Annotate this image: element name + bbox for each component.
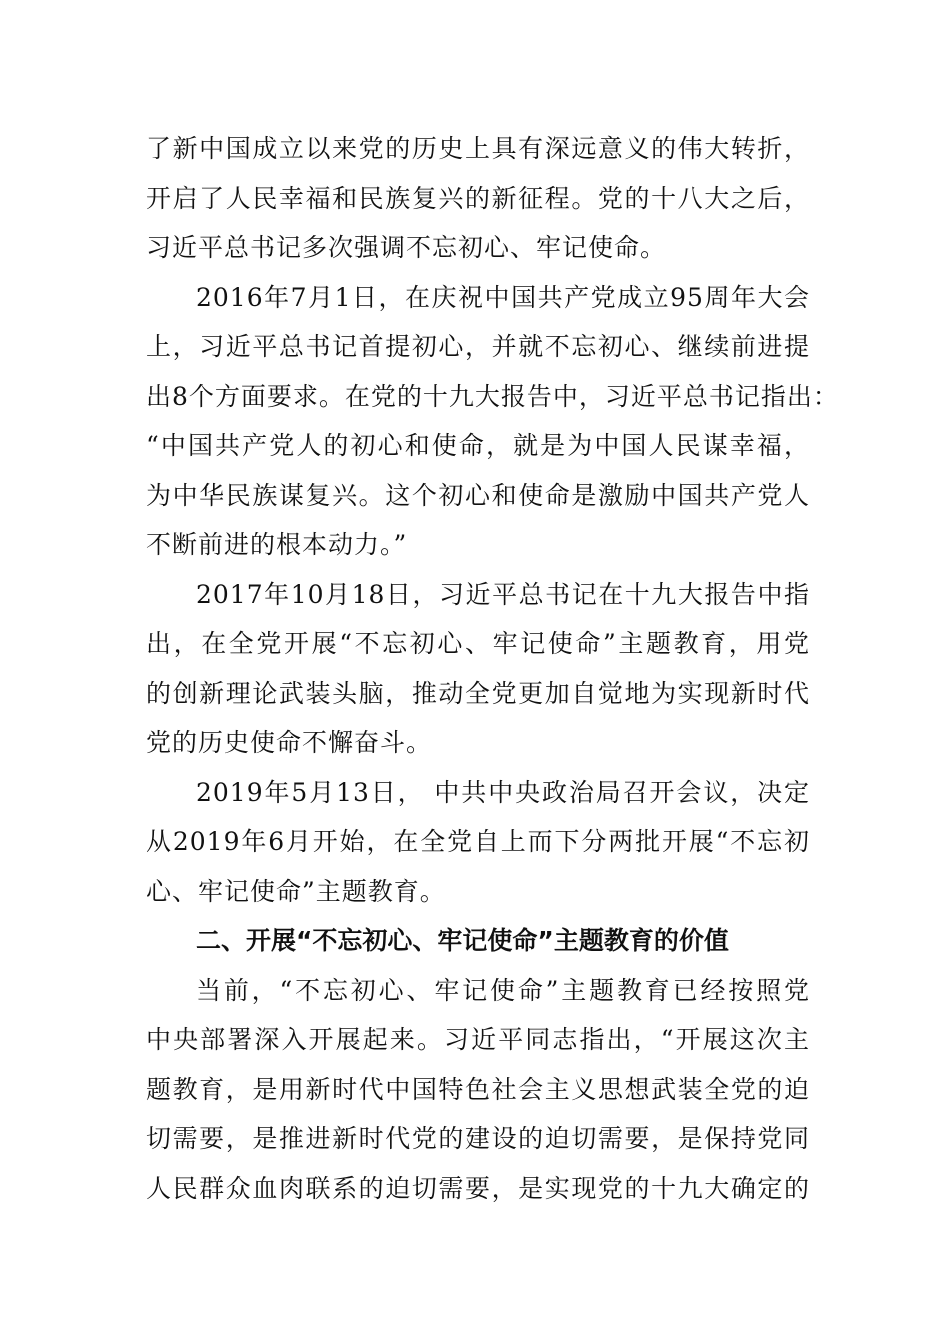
text-line: 心、牢记使命”主题教育。 bbox=[146, 876, 446, 906]
document-body bbox=[146, 124, 839, 1213]
text-line: 不断前进的根本动力。” bbox=[146, 530, 408, 559]
text-line: 了新中国成立以来党的历史上具有深远意义的伟大转折， bbox=[146, 134, 810, 163]
text-line: 开启了人民幸福和民族复兴的新征程。党的十八大之后， bbox=[146, 183, 810, 213]
text-line: 上，习近平总书记首提初心，并就不忘初心、继续前进提 bbox=[146, 332, 810, 361]
paragraph-2017 bbox=[146, 570, 810, 768]
text-line: 切需要，是推进新时代党的建设的迫切需要，是保持党同 bbox=[146, 1124, 810, 1153]
text-line: 2016年7月1日，在庆祝中国共产党成立95周年大会 bbox=[196, 282, 810, 312]
section-heading bbox=[146, 916, 810, 966]
paragraph-current bbox=[146, 966, 810, 1214]
text-line: 党的历史使命不懈奋斗。 bbox=[146, 728, 433, 757]
text-line: 的创新理论武装头脑，推动全党更加自觉地为实现新时代 bbox=[146, 678, 810, 708]
text-line: “中国共产党人的初心和使命，就是为中国人民谋幸福， bbox=[146, 431, 810, 460]
text-line: 当前，“不忘初心、牢记使命”主题教育已经按照党 bbox=[196, 975, 810, 1005]
text-line: 出8个方面要求。在党的十九大报告中，习近平总书记指出： bbox=[146, 381, 839, 411]
paragraph-2019 bbox=[146, 768, 810, 917]
text-line: 2019年5月13日， 中共中央政治局召开会议，决定 bbox=[196, 777, 810, 807]
text-line: 题教育，是用新时代中国特色社会主义思想武装全党的迫 bbox=[146, 1074, 810, 1104]
paragraph-continuation bbox=[146, 124, 810, 273]
text-line: 出，在全党开展“不忘初心、牢记使命”主题教育，用党 bbox=[146, 629, 810, 658]
text-line: 2017年10月18日，习近平总书记在十九大报告中指 bbox=[196, 579, 810, 609]
section-heading-text: 二、开展“不忘初心、牢记使命”主题教育的价值 bbox=[196, 926, 729, 955]
text-line: 为中华民族谋复兴。这个初心和使命是激励中国共产党人 bbox=[146, 480, 810, 510]
paragraph-2016 bbox=[146, 273, 839, 570]
text-line: 从2019年6月开始，在全党自上而下分两批开展“不忘初 bbox=[146, 827, 810, 856]
text-line: 人民群众血肉联系的迫切需要，是实现党的十九大确定的 bbox=[146, 1173, 810, 1203]
text-line: 习近平总书记多次强调不忘初心、牢记使命。 bbox=[146, 233, 667, 262]
text-line: 中央部署深入开展起来。习近平同志指出，“开展这次主 bbox=[146, 1025, 810, 1054]
